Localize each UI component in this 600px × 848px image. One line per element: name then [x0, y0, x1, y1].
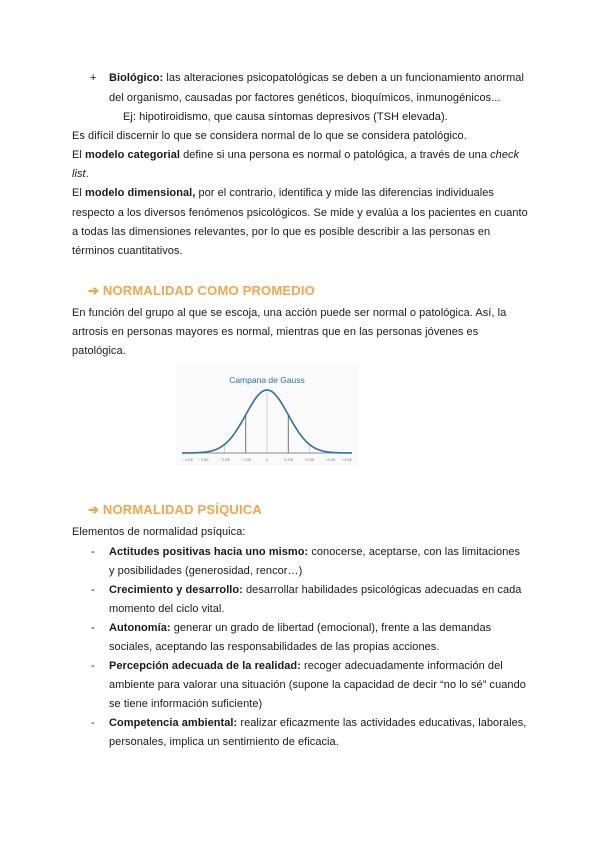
list-item-continuation: y posibilidades (generosidad, rencor…): [109, 565, 303, 577]
list-item: [109, 621, 491, 635]
item-text: recoger adecuadamente información del: [300, 660, 503, 672]
dimensional-line-2: respecto a los diversos fenómenos psicológicos. Se mide y evalúa a los pacientes en cuanto: [72, 207, 528, 219]
item-label: Percepción adecuada de la realidad:: [109, 660, 301, 672]
x-tick-label: − 2 DE: [218, 458, 231, 462]
list-item-continuation: se tiene información suficiente): [109, 698, 263, 710]
promedio-line-2: artrosis en personas mayores es normal, mientras que en las personas jóvenes es: [72, 326, 479, 338]
list-item: [109, 659, 503, 673]
x-tick-label: +1 DE: [283, 458, 294, 462]
item-marker: -: [91, 546, 95, 558]
list-item-continuation: sociales, aceptando las responsabilidades de las propias acciones.: [109, 641, 440, 653]
list-item: [109, 716, 526, 730]
list-item-continuation: momento del ciclo vital.: [109, 603, 225, 615]
gauss-chart-svg: [176, 363, 358, 466]
bio-line-2: del organismo, causadas por factores genéticos, bioquímicos, inmunogénicos...: [109, 92, 501, 104]
list-item-continuation: ambiente para valorar una situación (supone la capacidad de decir “no lo sé” cuando: [109, 679, 526, 691]
x-tick-label: +2 DE: [304, 458, 315, 462]
list-item-continuation: personales, implica un sentimiento de eficacia.: [109, 736, 339, 748]
list-item: [109, 545, 520, 559]
elementos-intro: Elementos de normalidad psíquica:: [72, 526, 246, 538]
x-tick-label: 0: [266, 458, 268, 462]
item-text: conocerse, aceptarse, con las limitaciones: [308, 546, 521, 558]
categorial-text: define si una persona es normal o patológica, a través de una: [179, 149, 491, 161]
item-marker: -: [91, 584, 95, 596]
list-item: [109, 583, 521, 597]
item-marker: -: [91, 717, 95, 729]
promedio-line-3: patológica.: [72, 345, 126, 357]
dimensional-line-1: [72, 186, 494, 200]
item-label: Actitudes positivas hacia uno mismo:: [109, 546, 309, 558]
item-label: Competencia ambiental:: [109, 717, 238, 729]
paragraph-normal-vs-pathological: Es difícil discernir lo que se considera normal de lo que se considera patológico.: [72, 130, 467, 142]
dimensional-line-3: a todas las dimensiones relevantes, por lo que es posible describir a las personas en: [72, 226, 491, 238]
promedio-line-1: En función del grupo al que se escoja, una acción puede ser normal o patológica. Así, la: [72, 307, 507, 319]
x-tick-label: +3 DE: [325, 458, 336, 462]
heading-normalidad-psiquica: ➔ NORMALIDAD PSÍQUICA: [88, 502, 262, 517]
item-marker: -: [91, 622, 95, 634]
dimensional-term: modelo dimensional,: [85, 187, 196, 199]
item-text: generar un grado de libertad (emocional), frente a las demandas: [170, 622, 492, 634]
bio-label: Biológico:: [109, 72, 164, 84]
x-tick-label: − 3 DE: [197, 458, 209, 462]
dimensional-text-1: por el contrario, identifica y mide las diferencias individuales: [195, 187, 494, 199]
item-label: Crecimiento y desarrollo:: [109, 584, 243, 596]
categorial-pre: El: [72, 149, 85, 161]
dimensional-pre: El: [72, 187, 85, 199]
x-tick-label: − 1 DE: [240, 458, 252, 462]
item-text: desarrollar habilidades psicológicas adecuadas en cada: [242, 584, 522, 596]
bio-example: Ej: hipotiroidismo, que causa síntomas depresivos (TSH elevada).: [123, 111, 448, 123]
x-tick-label: +4 DE: [341, 458, 352, 462]
bullet-marker-plus: +: [90, 72, 97, 84]
categorial-line-1: [72, 148, 519, 162]
item-label: Autonomía:: [109, 622, 171, 634]
item-text: realizar eficazmente las actividades educativas, laborales,: [237, 717, 527, 729]
dimensional-line-4: términos cuantitativos.: [72, 245, 183, 257]
heading-normalidad-promedio: ➔ NORMALIDAD COMO PROMEDIO: [88, 283, 315, 298]
bio-text-1: las alteraciones psicopatológicas se deben a un funcionamiento anormal: [163, 72, 524, 84]
categorial-check: check: [490, 149, 520, 161]
item-marker: -: [91, 660, 95, 672]
gauss-chart: [176, 363, 358, 466]
categorial-end: .: [85, 168, 89, 180]
categorial-list: list: [72, 168, 86, 180]
chart-title: Campana de Gauss: [229, 375, 305, 385]
categorial-term: modelo categorial: [85, 149, 180, 161]
categorial-line-2: [72, 167, 89, 181]
bio-line-1: [109, 71, 524, 85]
x-tick-label: − 4 DE: [182, 458, 194, 462]
